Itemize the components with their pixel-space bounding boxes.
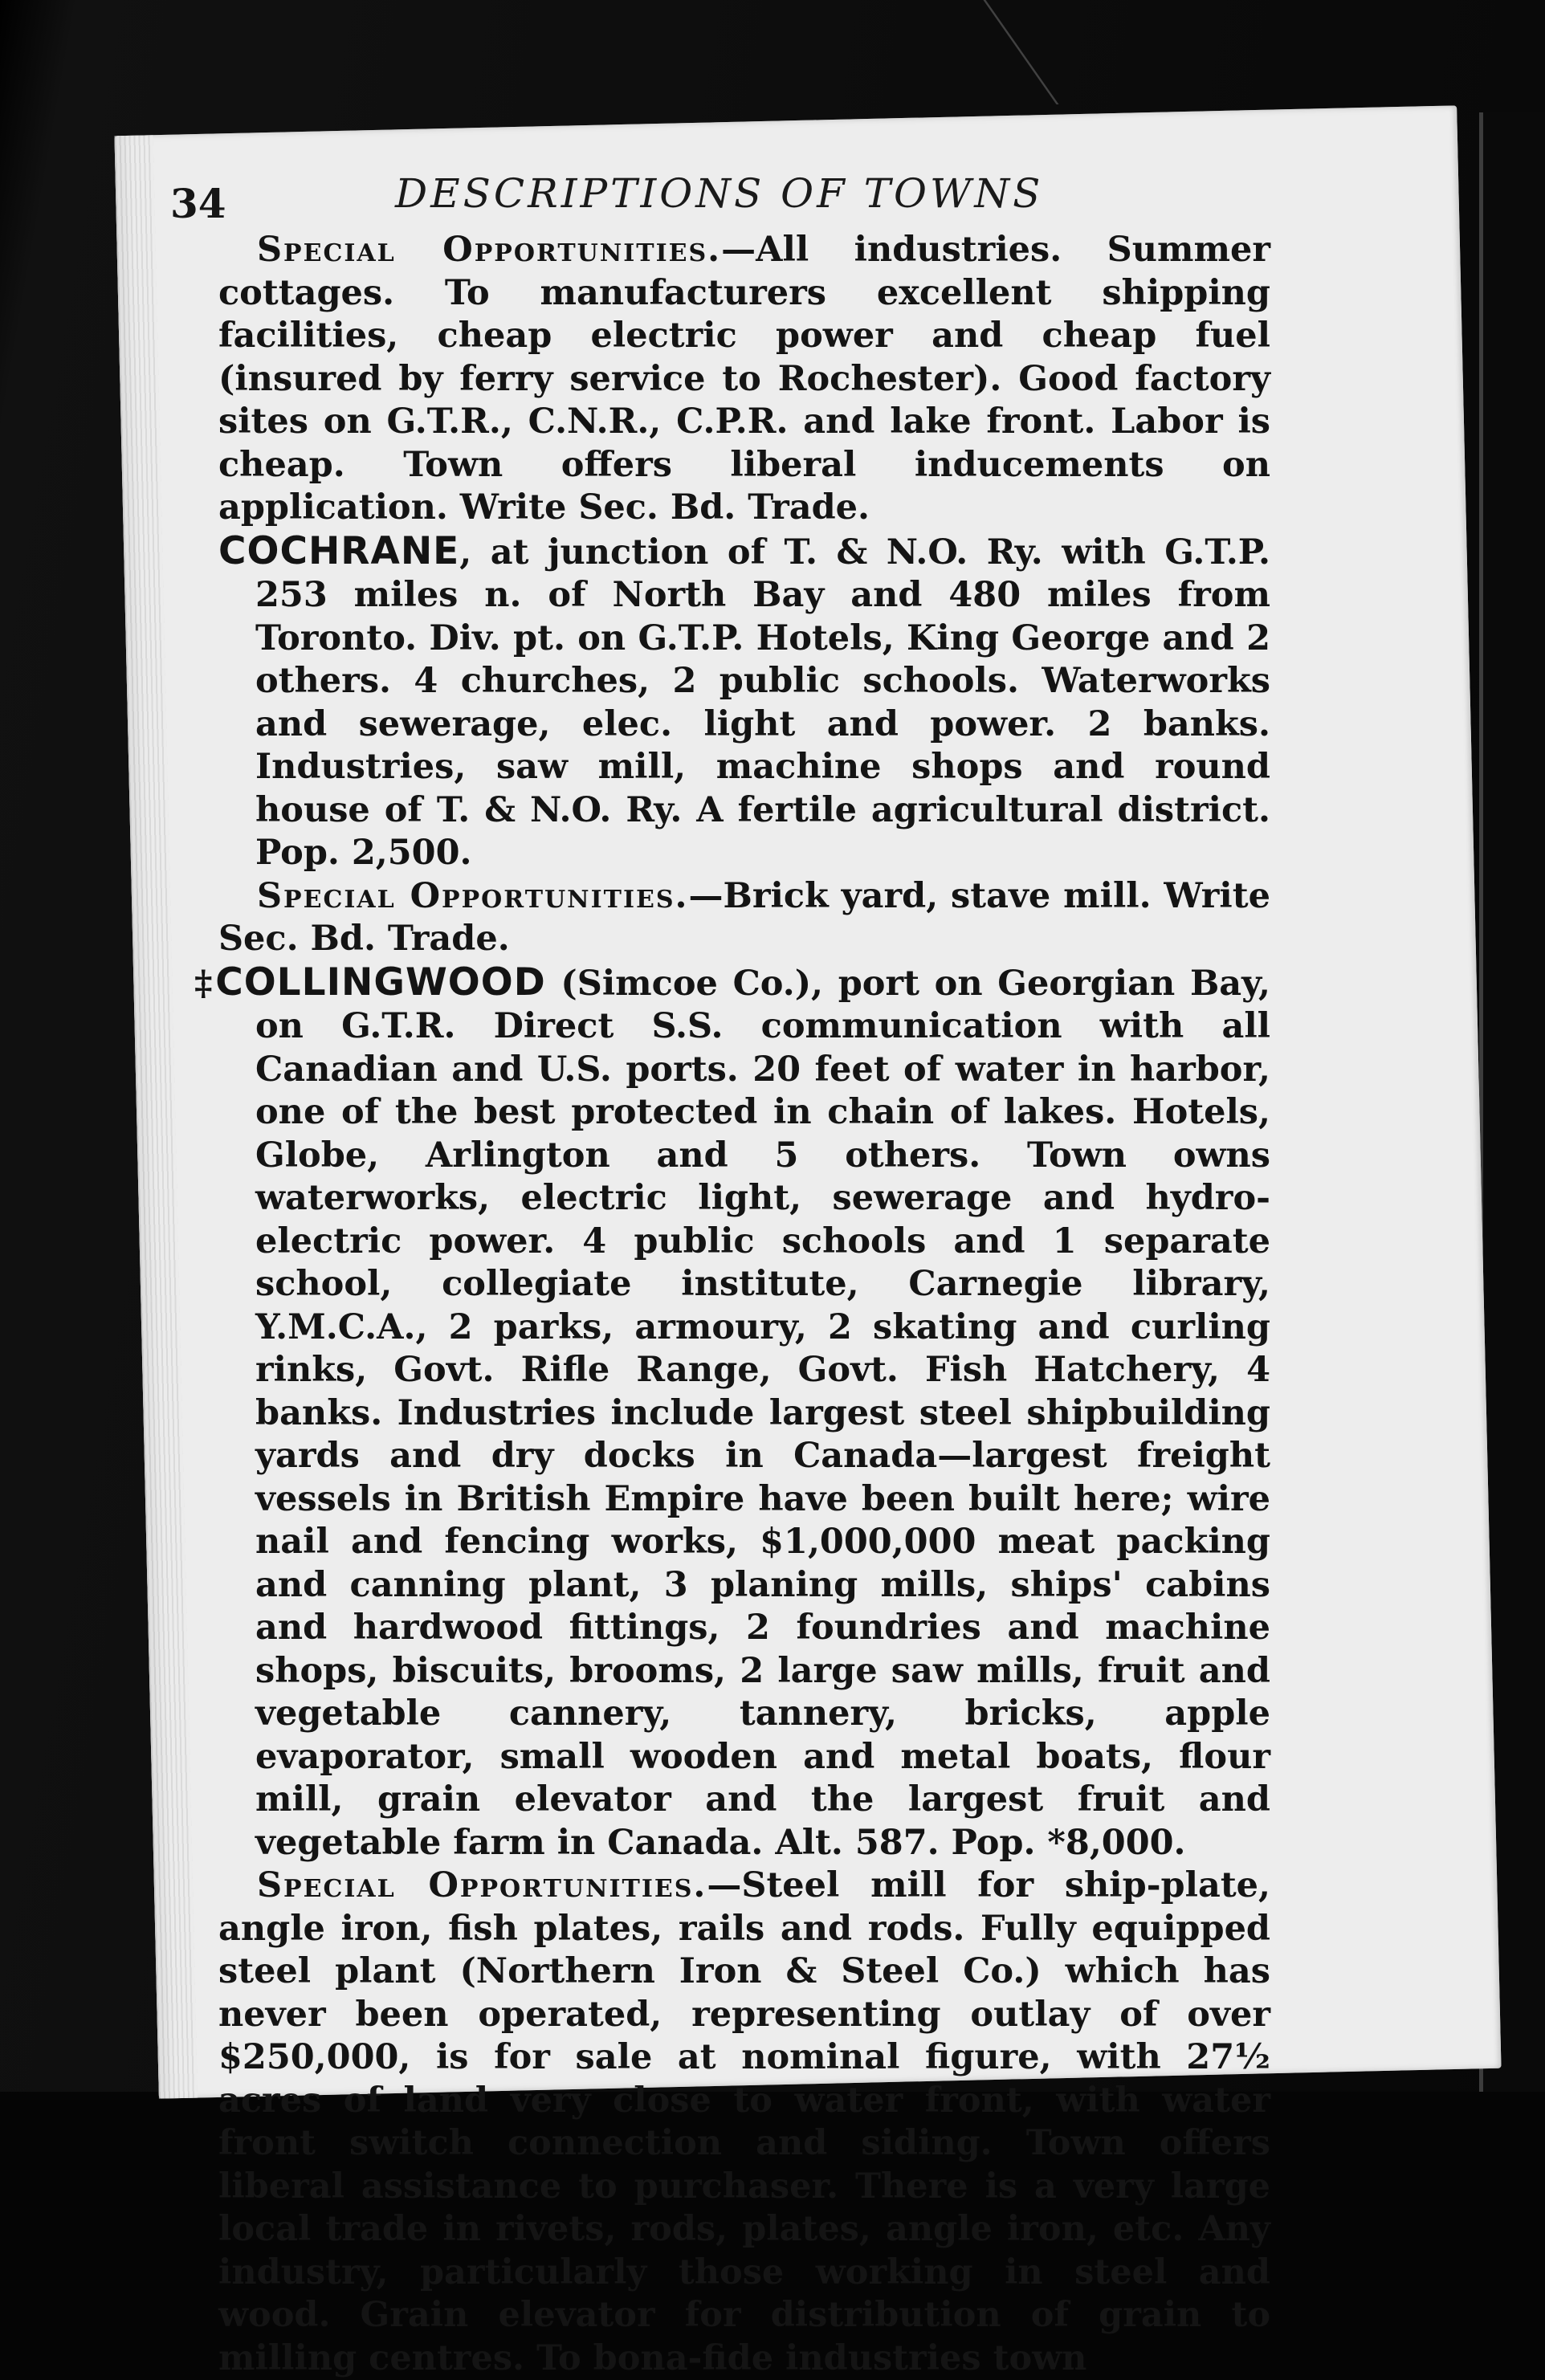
paragraph-text: —Brick yard, stave mill. Write Sec. Bd. Trade. xyxy=(218,875,1270,959)
collingwood-opportunities xyxy=(218,1864,1270,2380)
entry-cochrane xyxy=(218,530,1270,875)
cochrane-opportunities xyxy=(218,875,1270,961)
entry-collingwood xyxy=(194,960,1270,1865)
page-header xyxy=(170,162,1262,226)
entry-text: , at junction of T. & N.O. Ry. with G.T.P. 253 miles n. of North Bay and 480 miles from Toronto. Div. pt. on G.T.P. Hotels, King George and 2 others. 4 churches, 2 public schools. Waterworks and sewerage, elec. light and power. 2 banks. Industries, saw mill, machine shops and round house of T. & N.O. Ry. A fertile agricultural district. Pop. 2,500. xyxy=(255,532,1270,873)
page-number: 34 xyxy=(170,180,226,227)
double-dagger-mark: ‡ xyxy=(194,963,216,1004)
section-label: Special Opportunities. xyxy=(257,875,689,916)
town-name: COCHRANE xyxy=(218,528,460,573)
running-head: DESCRIPTIONS OF TOWNS xyxy=(395,170,1044,217)
paragraph-text: —Steel mill for ship-plate, angle iron, fish plates, rails and rods. Fully equipped steel plant (Northern Iron & Steel Co.) which has never been operated, representing outlay of over $250,000, is for sale at nominal figure, with 27½ acres of land very close to water front, with water front switch connection and siding. Town offers liberal assistance to purchaser. There is a very large local trade in rivets, rods, plates, angle iron, etc. Any industry, particularly those working in steel and wood. Grain elevator for distribution of grain to milling centres. To bona-fide industries town xyxy=(218,1865,1271,2378)
special-opportunities-paragraph xyxy=(218,229,1270,530)
section-label: Special Opportunities. xyxy=(257,230,722,270)
page-body xyxy=(194,229,1271,2380)
town-name: COLLINGWOOD xyxy=(215,960,546,1005)
paragraph-text: —All industries. Summer cottages. To manufacturers excellent shipping facilities, cheap electric power and cheap fuel (insured by ferry service to Rochester). Good factory sites on G.T.R., C.N.R., C.P.R. and lake front. Labor is cheap. Town offers liberal inducements on application. Write Sec. Bd. Trade. xyxy=(218,230,1271,528)
entry-text: (Simcoe Co.), port on Georgian Bay, on G.T.R. Direct S.S. communication with all Canadian and U.S. ports. 20 feet of water in harbor, one of the best protected in chain of lakes. Hotels, Globe, Arlington and 5 others. Town owns waterworks, electric light, sewerage and hydro-electric power. 4 public schools and 1 separate school, collegiate institute, Carnegie library, Y.M.C.A., 2 parks, armoury, 2 skating and curling rinks, Govt. Rifle Range, Govt. Fish Hatchery, 4 banks. Industries include largest steel shipbuilding yards and dry docks in Canada—largest freight vessels in British Empire have been built here; wire nail and fencing works, $1,000,000 meat packing and canning plant, 3 planing mills, ships' cabins and hardwood fittings, 2 foundries and machine shops, biscuits, brooms, 2 large saw mills, fruit and vegetable cannery, tannery, bricks, apple evaporator, small wooden and metal boats, flour mill, grain elevator and the largest fruit and vegetable farm in Canada. Alt. 587. Pop. *8,000. xyxy=(255,963,1270,1863)
section-label: Special Opportunities. xyxy=(257,1865,707,1905)
